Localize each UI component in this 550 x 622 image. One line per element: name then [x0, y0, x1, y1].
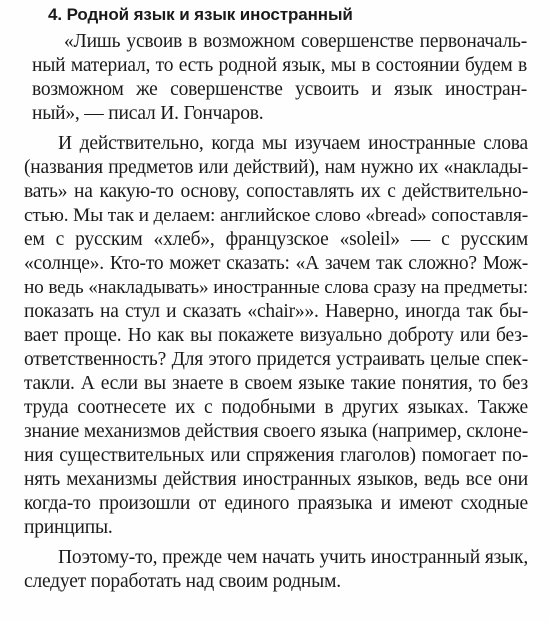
text-line: показать на стул и сказать «chair»». Наверно, иногда так бы-	[24, 301, 528, 322]
text-line: ем с русским «хлеб», французское «soleil» — с русским	[24, 229, 528, 250]
text-line: ния существительных или спряжения глаголов) помогает по-	[24, 445, 528, 466]
text-line: стью. Мы так и делаем: английское слово «bread» сопоставля-	[24, 205, 528, 226]
text-line: «солнце». Кто-то может сказать: «А зачем так сложно? Мож-	[24, 253, 528, 274]
text-line: следует поработать над своим родным.	[24, 571, 341, 592]
text-line: но ведь «накладывать» иностранные слова сразу на предметы:	[24, 277, 528, 298]
text-line: знание механизмов действия своего языка (например, склоне-	[24, 421, 528, 442]
text-line: когда-то произошли от единого праязыка и имеют сходные	[24, 493, 528, 514]
text-line: ный материал, то есть родной язык, мы в состоянии будем в	[32, 55, 527, 76]
section-title: 4. Родной язык и язык иностранный	[48, 5, 353, 24]
text-line: принципы.	[24, 517, 113, 538]
text-line: (названия предметов или действий), нам нужно их «наклады-	[24, 157, 528, 178]
text-line: такли. А если вы знаете в своем языке такие понятия, то без	[24, 373, 528, 394]
text-line: вает проще. Но как вы покажете визуально доброту или без-	[24, 325, 528, 346]
text-line: труда соотнесете их с подобными в других языках. Также	[24, 397, 528, 418]
text-line: ный», — писал И. Гончаров.	[32, 103, 264, 124]
text-line: Поэтому-то, прежде чем начать учить иностранный язык,	[58, 547, 528, 568]
text-line: нять механизмы действия иностранных языков, ведь все они	[24, 469, 528, 490]
text-line: И действительно, когда мы изучаем иностранные слова	[58, 133, 528, 154]
text-line: вать» на какую-то основу, сопоставлять их с действительно-	[24, 181, 528, 202]
text-line: возможном же совершенстве усвоить и язык иностран-	[32, 79, 527, 100]
text-line: ответственность? Для этого придется устраивать целые спек-	[24, 349, 528, 370]
text-line: «Лишь усвоив в возможном совершенстве первоначаль-	[64, 31, 527, 52]
